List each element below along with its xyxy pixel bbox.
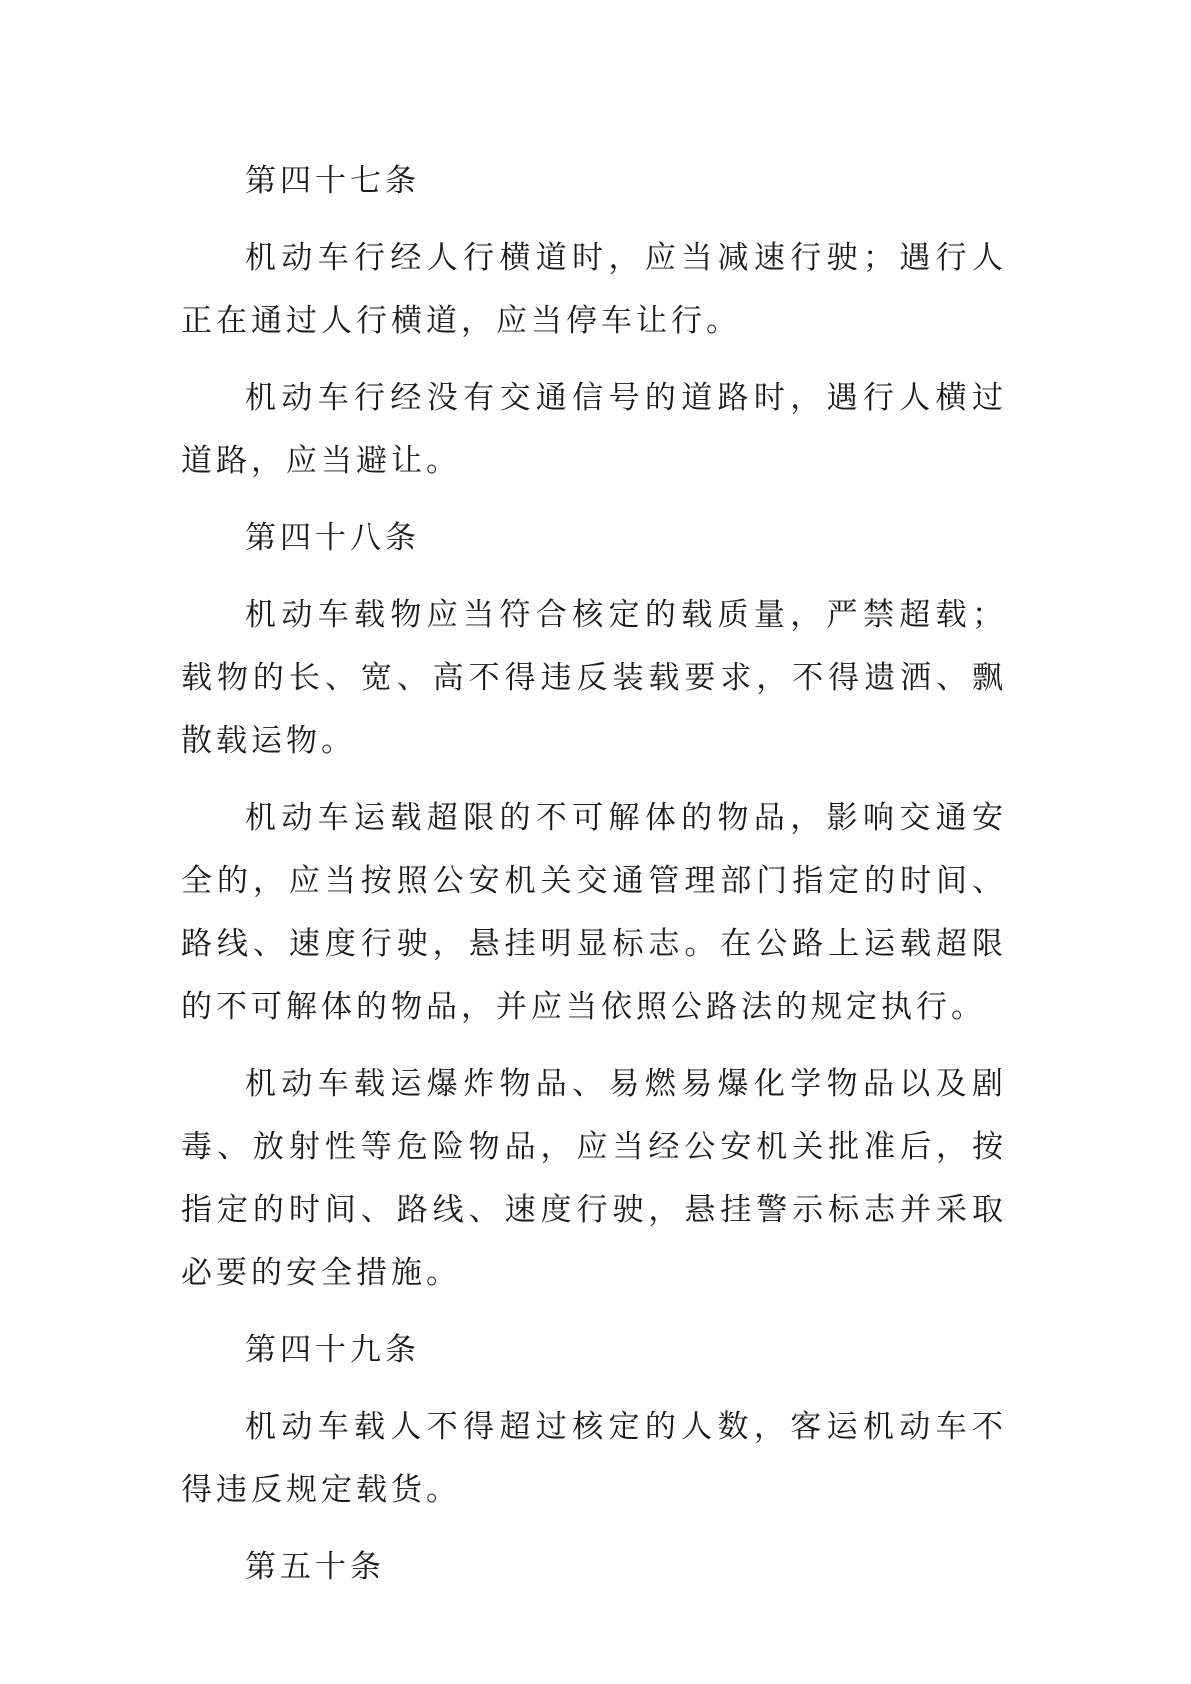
article-48-paragraph-1: 机动车载物应当符合核定的载质量，严禁超载；载物的长、宽、高不得违反装载要求，不得遗洒、飘散载运物。 [181,597,1007,759]
article-48-title: 第四十八条 [245,520,420,556]
document-body [181,150,1007,1599]
article-47-title: 第四十七条 [245,163,420,199]
article-49-paragraph-1: 机动车载人不得超过核定的人数，客运机动车不得违反规定载货。 [181,1409,1007,1508]
article-48-paragraph-3: 机动车载运爆炸物品、易燃易爆化学物品以及剧毒、放射性等危险物品，应当经公安机关批准后，按指定的时间、路线、速度行驶，悬挂警示标志并采取必要的安全措施。 [181,1066,1007,1291]
article-47-paragraph-1: 机动车行经人行横道时，应当减速行驶；遇行人正在通过人行横道，应当停车让行。 [181,240,1007,339]
article-47-paragraph-2: 机动车行经没有交通信号的道路时，遇行人横过道路，应当避让。 [181,380,1007,479]
article-49-title: 第四十九条 [245,1332,420,1368]
article-48-paragraph-2: 机动车运载超限的不可解体的物品，影响交通安全的，应当按照公安机关交通管理部门指定的时间、路线、速度行驶，悬挂明显标志。在公路上运载超限的不可解体的物品，并应当依照公路法的规定执行。 [181,800,1007,1025]
article-50-title: 第五十条 [245,1549,385,1585]
